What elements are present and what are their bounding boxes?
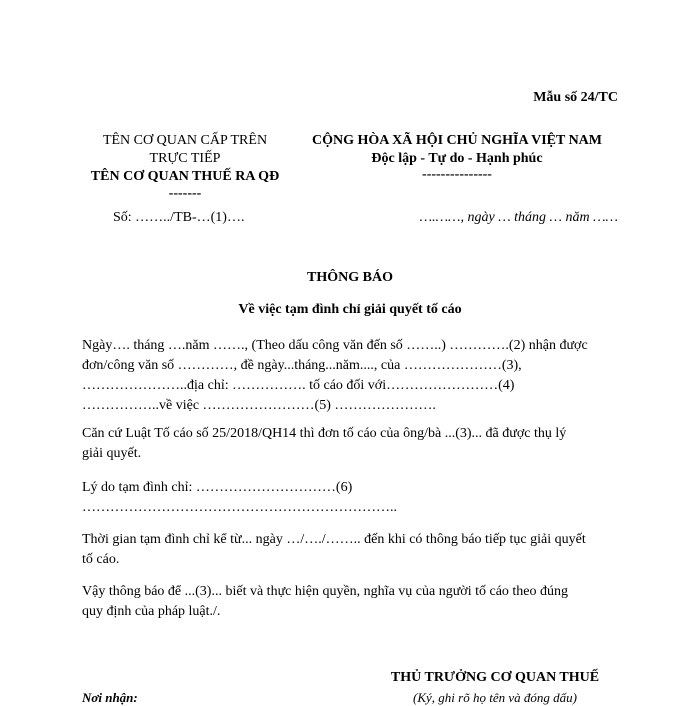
paragraph-reason	[82, 478, 622, 518]
paragraph-line: …………………..địa chỉ: ……………. tố cáo đối với……………………(4)	[82, 378, 515, 393]
paragraph-line: Căn cứ Luật Tố cáo số 25/2018/QH14 thì đơn tố cáo của ông/bà ...(3)... đã được thụ lý	[82, 426, 567, 441]
paragraph-line: quy định của pháp luật./.	[82, 604, 221, 619]
paragraph-line: Vậy thông báo để ...(3)... biết và thực hiện quyền, nghĩa vụ của người tố cáo theo đúng	[82, 584, 569, 599]
place-date: ….……, ngày … tháng … năm ……	[419, 210, 618, 225]
national-motto: Độc lập - Tự do - Hạnh phúc	[371, 151, 543, 166]
paragraph-line: …………………………………………………………..	[82, 500, 397, 515]
paragraph-line: đơn/công văn số …………, đề ngày...tháng...năm...., của …………………(3),	[82, 358, 522, 373]
document-title: THÔNG BÁO	[307, 270, 393, 285]
national-header	[292, 132, 622, 182]
paragraph-line: giải quyết.	[82, 446, 142, 461]
signature-note: (Ký, ghi rõ họ tên và đóng dấu)	[413, 690, 577, 705]
document-subtitle: Về việc tạm đình chỉ giải quyết tố cáo	[238, 302, 462, 317]
paragraph-line: ……………..về việc ……………………(5) ………………….	[82, 398, 436, 413]
paragraph-line: tố cáo.	[82, 552, 120, 567]
superior-agency-line1: TÊN CƠ QUAN CẤP TRÊN	[102, 133, 268, 148]
agency-header	[80, 132, 290, 202]
recipients-label: Nơi nhận:	[82, 690, 138, 705]
paragraph-line: Thời gian tạm đình chỉ kể từ... ngày …/…./…….. đến khi có thông báo tiếp tục giải quyết	[82, 532, 586, 547]
issuing-tax-agency: TÊN CƠ QUAN THUẾ RA QĐ	[90, 169, 280, 184]
national-rule: ---------------	[422, 167, 492, 182]
document-number: Số: ……../TB-…(1)….	[113, 210, 245, 225]
signature-title: THỦ TRƯỞNG CƠ QUAN THUẾ	[390, 670, 600, 685]
paragraph-line: Ngày…. tháng ….năm ……., (Theo dấu công văn đến số ……..) ………….(2) nhận được	[82, 338, 588, 353]
paragraph-receipt	[82, 336, 622, 416]
paragraph-suspension-period	[82, 530, 622, 570]
paragraph-notice	[82, 582, 622, 622]
national-title: CỘNG HÒA XÃ HỘI CHỦ NGHĨA VIỆT NAM	[311, 133, 602, 148]
agency-rule: -------	[168, 186, 202, 201]
paragraph-line: Lý do tạm đình chỉ: …………………………(6)	[82, 480, 353, 495]
paragraph-legal-basis	[82, 424, 622, 464]
form-code: Mẫu số 24/TC	[533, 90, 618, 105]
superior-agency-line2: TRỰC TIẾP	[149, 151, 221, 166]
